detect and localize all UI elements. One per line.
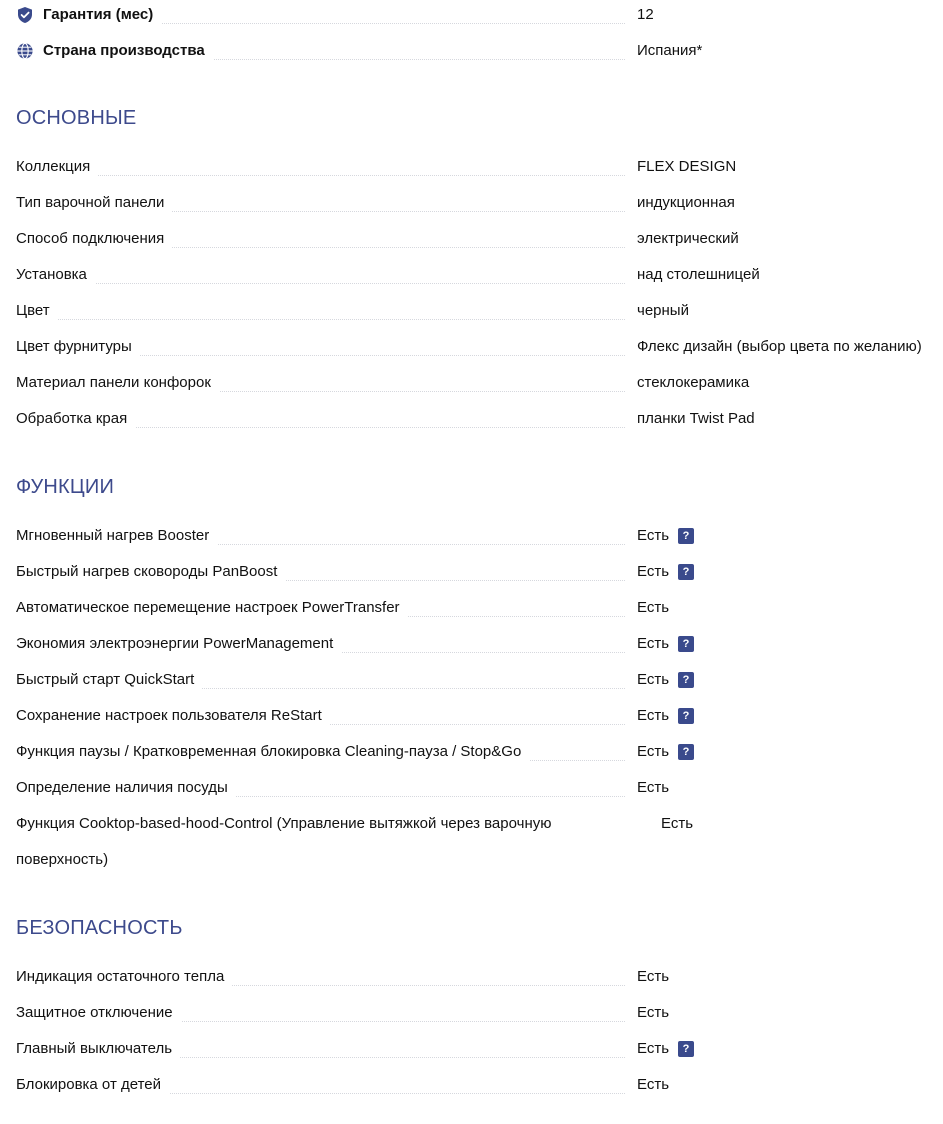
spec-value-text: Есть (637, 635, 670, 652)
spec-row (0, 1067, 943, 1103)
spec-label: Установка (16, 257, 95, 293)
spec-row (0, 590, 943, 626)
spec-label: Страна производства (16, 33, 213, 69)
spec-value-text: Есть (637, 779, 670, 796)
spec-row (0, 995, 943, 1031)
spec-value-text: Есть (637, 527, 670, 544)
spec-value-text: Есть (637, 707, 670, 724)
spec-row (0, 662, 943, 698)
spec-label: Цвет фурнитуры (16, 329, 140, 365)
spec-row (0, 149, 943, 185)
spec-label: Функция Cooktop-based-hood-Control (Управление вытяжкой через варочную поверхность) (16, 806, 624, 878)
spec-value-text: FLEX DESIGN (637, 158, 737, 175)
spec-row (0, 806, 943, 878)
spec-row-country (0, 33, 943, 69)
spec-row (0, 770, 943, 806)
spec-value (637, 149, 736, 185)
spec-row (0, 734, 943, 770)
spec-value-text: Есть (637, 1076, 670, 1093)
spec-value-text: Есть (637, 1040, 670, 1057)
help-icon[interactable]: ? (678, 1041, 694, 1057)
spec-label: Главный выключатель (16, 1031, 180, 1067)
section-title-main: ОСНОВНЫЕ (16, 107, 137, 129)
spec-value (637, 959, 669, 995)
spec-value (637, 662, 694, 698)
spec-label: Цвет (16, 293, 58, 329)
section-title-safety: БЕЗОПАСНОСТЬ (16, 917, 183, 939)
spec-value-text: электрический (637, 230, 739, 247)
spec-row (0, 626, 943, 662)
spec-value (637, 698, 694, 734)
shield-check-icon (16, 6, 34, 24)
spec-value-text: планки Twist Pad (637, 410, 755, 427)
spec-value (637, 626, 694, 662)
spec-row-warranty (0, 0, 943, 33)
spec-row (0, 554, 943, 590)
spec-value: Испания* (637, 42, 703, 59)
spec-label: Быстрый старт QuickStart (16, 662, 202, 698)
spec-row (0, 1031, 943, 1067)
spec-value-text: черный (637, 302, 689, 319)
spec-value (637, 185, 735, 221)
spec-value-text: Флекс дизайн (выбор цвета по желанию) (637, 338, 922, 355)
spec-value-text: Есть (637, 599, 670, 616)
spec-value-text: Есть (637, 1004, 670, 1021)
spec-value-text: Есть (661, 815, 694, 832)
spec-value (637, 995, 669, 1031)
spec-row (0, 257, 943, 293)
spec-value-text: стеклокерамика (637, 374, 750, 391)
spec-value (637, 365, 749, 401)
spec-value (637, 221, 739, 257)
spec-label: Обработка края (16, 401, 135, 437)
globe-icon (16, 42, 34, 60)
help-icon[interactable]: ? (678, 744, 694, 760)
spec-label: Экономия электроэнергии PowerManagement (16, 626, 341, 662)
help-icon[interactable]: ? (678, 636, 694, 652)
dotted-leader (16, 175, 625, 176)
spec-value (637, 329, 922, 365)
spec-label: Блокировка от детей (16, 1067, 169, 1103)
spec-label: Материал панели конфорок (16, 365, 219, 401)
spec-row (0, 329, 943, 365)
spec-value-text: над столешницей (637, 266, 760, 283)
spec-label: Сохранение настроек пользователя ReStart (16, 698, 330, 734)
spec-value (637, 734, 694, 770)
spec-value-text: Есть (637, 671, 670, 688)
spec-row (0, 698, 943, 734)
help-icon[interactable]: ? (678, 672, 694, 688)
help-icon[interactable]: ? (678, 708, 694, 724)
spec-value-text: Есть (637, 563, 670, 580)
spec-value (661, 806, 693, 842)
spec-value (637, 590, 669, 626)
spec-value: 12 (637, 6, 654, 23)
section-title-functions: ФУНКЦИИ (16, 476, 115, 498)
spec-row (0, 401, 943, 437)
help-icon[interactable]: ? (678, 564, 694, 580)
spec-value-text: индукционная (637, 194, 735, 211)
spec-row (0, 365, 943, 401)
spec-value-text: Есть (637, 743, 670, 760)
spec-value (637, 518, 694, 554)
spec-label: Тип варочной панели (16, 185, 172, 221)
spec-value (637, 293, 689, 329)
spec-row (0, 518, 943, 554)
spec-row (0, 221, 943, 257)
spec-label: Функция паузы / Кратковременная блокировка Cleaning-пауза / Stop&Go (16, 734, 529, 770)
spec-value (637, 257, 760, 293)
spec-label: Индикация остаточного тепла (16, 959, 232, 995)
help-icon[interactable]: ? (678, 528, 694, 544)
spec-row (0, 293, 943, 329)
spec-label: Гарантия (мес) (16, 0, 161, 33)
spec-label: Коллекция (16, 149, 98, 185)
spec-value (637, 770, 669, 806)
spec-row (0, 959, 943, 995)
spec-value (637, 554, 694, 590)
spec-value-text: Есть (637, 968, 670, 985)
spec-row (0, 185, 943, 221)
spec-value (637, 1031, 694, 1067)
spec-label: Быстрый нагрев сковороды PanBoost (16, 554, 285, 590)
spec-label: Мгновенный нагрев Booster (16, 518, 217, 554)
spec-label: Защитное отключение (16, 995, 181, 1031)
spec-value (637, 1067, 669, 1103)
spec-label: Способ подключения (16, 221, 172, 257)
dotted-leader (16, 283, 625, 284)
spec-label: Определение наличия посуды (16, 770, 236, 806)
dotted-leader (16, 319, 625, 320)
spec-label: Автоматическое перемещение настроек PowerTransfer (16, 590, 408, 626)
spec-value (637, 401, 755, 437)
